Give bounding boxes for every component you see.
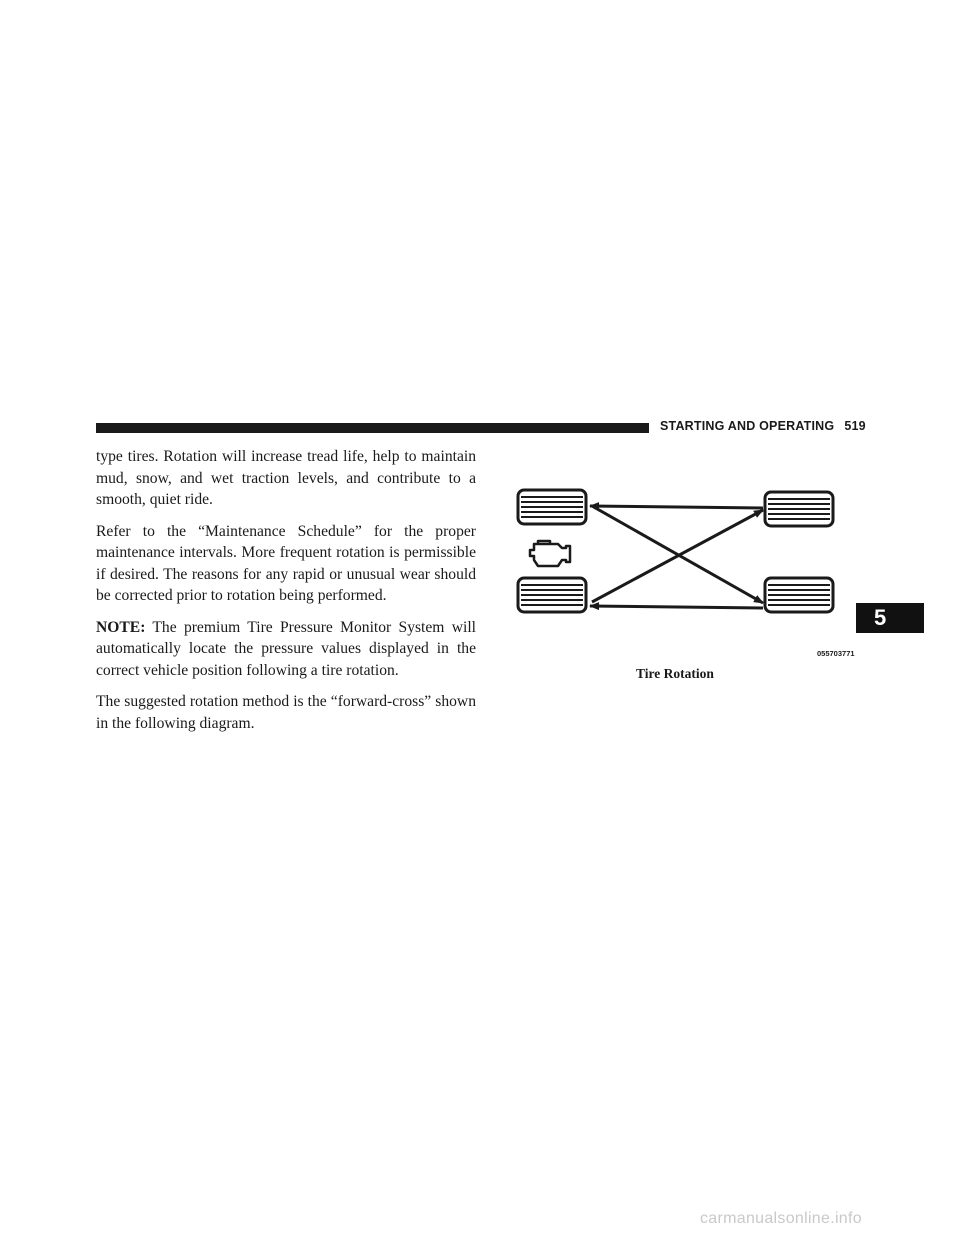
tire-icon	[765, 492, 833, 526]
body-text	[96, 446, 476, 744]
note-text: The premium Tire Pressure Monitor System will automatically locate the pressure values displayed in the correct vehicle position following a tire rotation.	[96, 618, 476, 679]
note-paragraph	[96, 617, 476, 682]
paragraph-rotation-method: The suggested rotation method is the “forward-cross” shown in the following diagram.	[96, 693, 476, 732]
chapter-tab	[856, 603, 924, 633]
figure-id: 055703771	[817, 649, 855, 658]
tire-rotation-diagram	[510, 478, 860, 663]
tire-icon	[518, 490, 586, 524]
arrow-icon	[590, 506, 763, 508]
figure-caption: Tire Rotation	[636, 666, 714, 681]
chapter-number: 5	[874, 605, 887, 630]
note-label: NOTE:	[96, 618, 146, 636]
section-title: STARTING AND OPERATING	[660, 419, 835, 433]
watermark: carmanualsonline.info	[700, 1210, 862, 1227]
paragraph-rotation-benefits: type tires. Rotation will increase tread life, help to maintain mud, snow, and wet traction levels, and contribute to a smooth, quiet ride.	[96, 448, 476, 508]
running-header	[660, 419, 866, 433]
tire-rotation-svg	[510, 478, 860, 663]
arrow-icon	[590, 606, 763, 608]
engine-icon	[530, 541, 570, 566]
page-number: 519	[844, 419, 866, 433]
tire-icon	[765, 578, 833, 612]
tire-icon	[518, 578, 586, 612]
paragraph-maintenance-schedule: Refer to the “Maintenance Schedule” for the proper maintenance intervals. More frequent rotation is permissible if desired. The reasons for any rapid or unusual wear should be corrected prior to rotation being performed.	[96, 522, 476, 604]
header-rule	[96, 423, 649, 433]
